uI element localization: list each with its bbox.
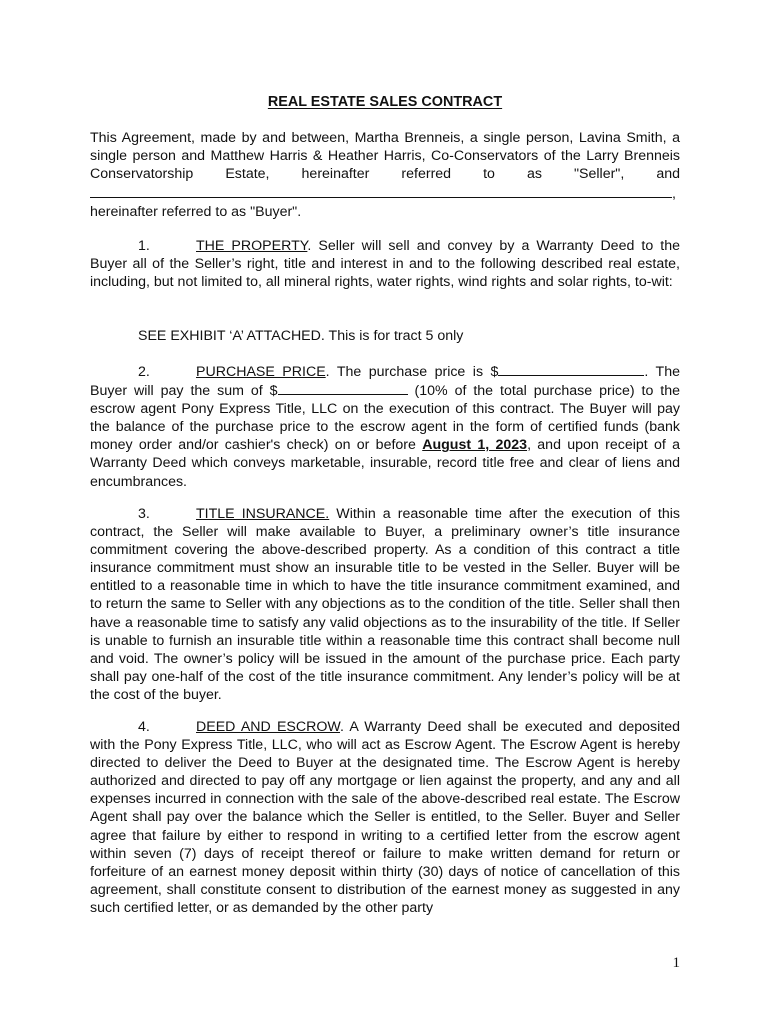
section-heading: TITLE INSURANCE. bbox=[196, 506, 330, 522]
preamble-buyer-text: hereinafter referred to as "Buyer". bbox=[90, 204, 302, 221]
preamble-text: This Agreement, made by and between, Martha Brenneis, a single person, Lavina Smith, a single person and Matthew Harris & Heather Harris, Co-Conservators of the Larry Brenneis Conservatorship Estate, hereinafter referred to as "Seller", and bbox=[90, 130, 680, 183]
preamble: This Agreement, made by and between, Martha Brenneis, a single person, Lavina Smith, a single person and Matthew Harris & Heather Harris, Co-Conservators of the Larry Brenneis Conservatorship Estate, hereinafter referred to as "Seller", and , hereinafter referred to as "Buyer". bbox=[90, 130, 680, 221]
section-property bbox=[90, 237, 680, 291]
deposit-amount-blank[interactable] bbox=[278, 381, 408, 395]
page-number: 1 bbox=[672, 955, 680, 971]
section-text: . Seller will sell and convey by a Warranty Deed to the Buyer all of the Seller’s right, title and interest in and to the following described real estate, including, but not limited to, all mineral rights, water rights, wind rights and solar rights, to-wit: bbox=[90, 238, 680, 291]
section-text-d: , and upon receipt of a Warranty Deed which conveys marketable, insurable, record title free and clear of liens and encumbrances. bbox=[90, 437, 680, 490]
buyer-name-blank[interactable] bbox=[90, 183, 672, 198]
section-text: Within a reasonable time after the execution of this contract, the Seller will make available to Buyer, a preliminary owner’s title insurance commitment covering the above-described property. As a condition of this contract a title insurance commitment must show an insurable title to be vested in the Seller. Buyer will be entitled to a reasonable time in which to have the title insurance commitment examined, and to return the same to Seller with any objections as to the condition of the title. Seller shall then have a reasonable time to satisfy any valid objections as to the insurability of the title. If Seller is unable to furnish an insurable title within a reasonable time this contract shall become null and void. The owner’s policy will be issued in the amount of the purchase price. Each party shall pay one-half of the cost of the title insurance commitment. Any lender’s policy will be at the cost of the buyer. bbox=[90, 506, 681, 703]
section-heading: PURCHASE PRICE bbox=[196, 364, 326, 380]
section-text-a: . The purchase price is $ bbox=[325, 364, 499, 380]
section-title-insurance bbox=[90, 505, 680, 704]
purchase-price-blank[interactable] bbox=[498, 362, 644, 376]
closing-date: August 1, 2023 bbox=[422, 437, 528, 454]
section-number: 1. bbox=[138, 238, 150, 254]
section-text-b: . The Buyer will pay the sum of $ bbox=[90, 364, 681, 400]
page-title: REAL ESTATE SALES CONTRACT bbox=[267, 94, 503, 110]
section-heading: DEED AND ESCROW bbox=[196, 719, 341, 735]
section-deed-escrow bbox=[90, 718, 680, 917]
section-purchase-price bbox=[90, 362, 680, 491]
section-number: 2. bbox=[138, 364, 150, 380]
section-number: 4. bbox=[138, 719, 150, 735]
section-text: . A Warranty Deed shall be executed and deposited with the Pony Express Title, LLC, who will act as Escrow Agent. The Escrow Agent is hereby directed to deliver the Deed to Buyer at the designated time. The Escrow Agent is hereby authorized and directed to pay off any mortgage or lien against the property, and any and all expenses incurred in connection with the sale of the above-described real estate. The Escrow Agent shall pay over the balance which the Seller is entitled, to the Seller. Buyer and Seller agree that failure by either to respond in writing to a certified letter from the escrow agent within seven (7) days of receipt thereof or failure to make written demand for return or forfeiture of an earnest money deposit within thirty (30) days of notice of cancellation of this agreement, shall constitute consent to distribution of the earnest money as suggested in any such certified letter, or as demanded by the other party bbox=[90, 719, 680, 916]
section-number: 3. bbox=[138, 506, 150, 522]
section-heading: THE PROPERTY bbox=[196, 238, 308, 254]
section-text-c: (10% of the total purchase price) to the escrow agent Pony Express Title, LLC on the execution of this contract. The Buyer will pay the balance of the purchase price to the escrow agent in the form of certified funds (bank money order and/or cashier's check) on or before bbox=[90, 383, 681, 454]
exhibit-line: SEE EXHIBIT ‘A’ ATTACHED. This is for tract 5 only bbox=[138, 328, 464, 344]
